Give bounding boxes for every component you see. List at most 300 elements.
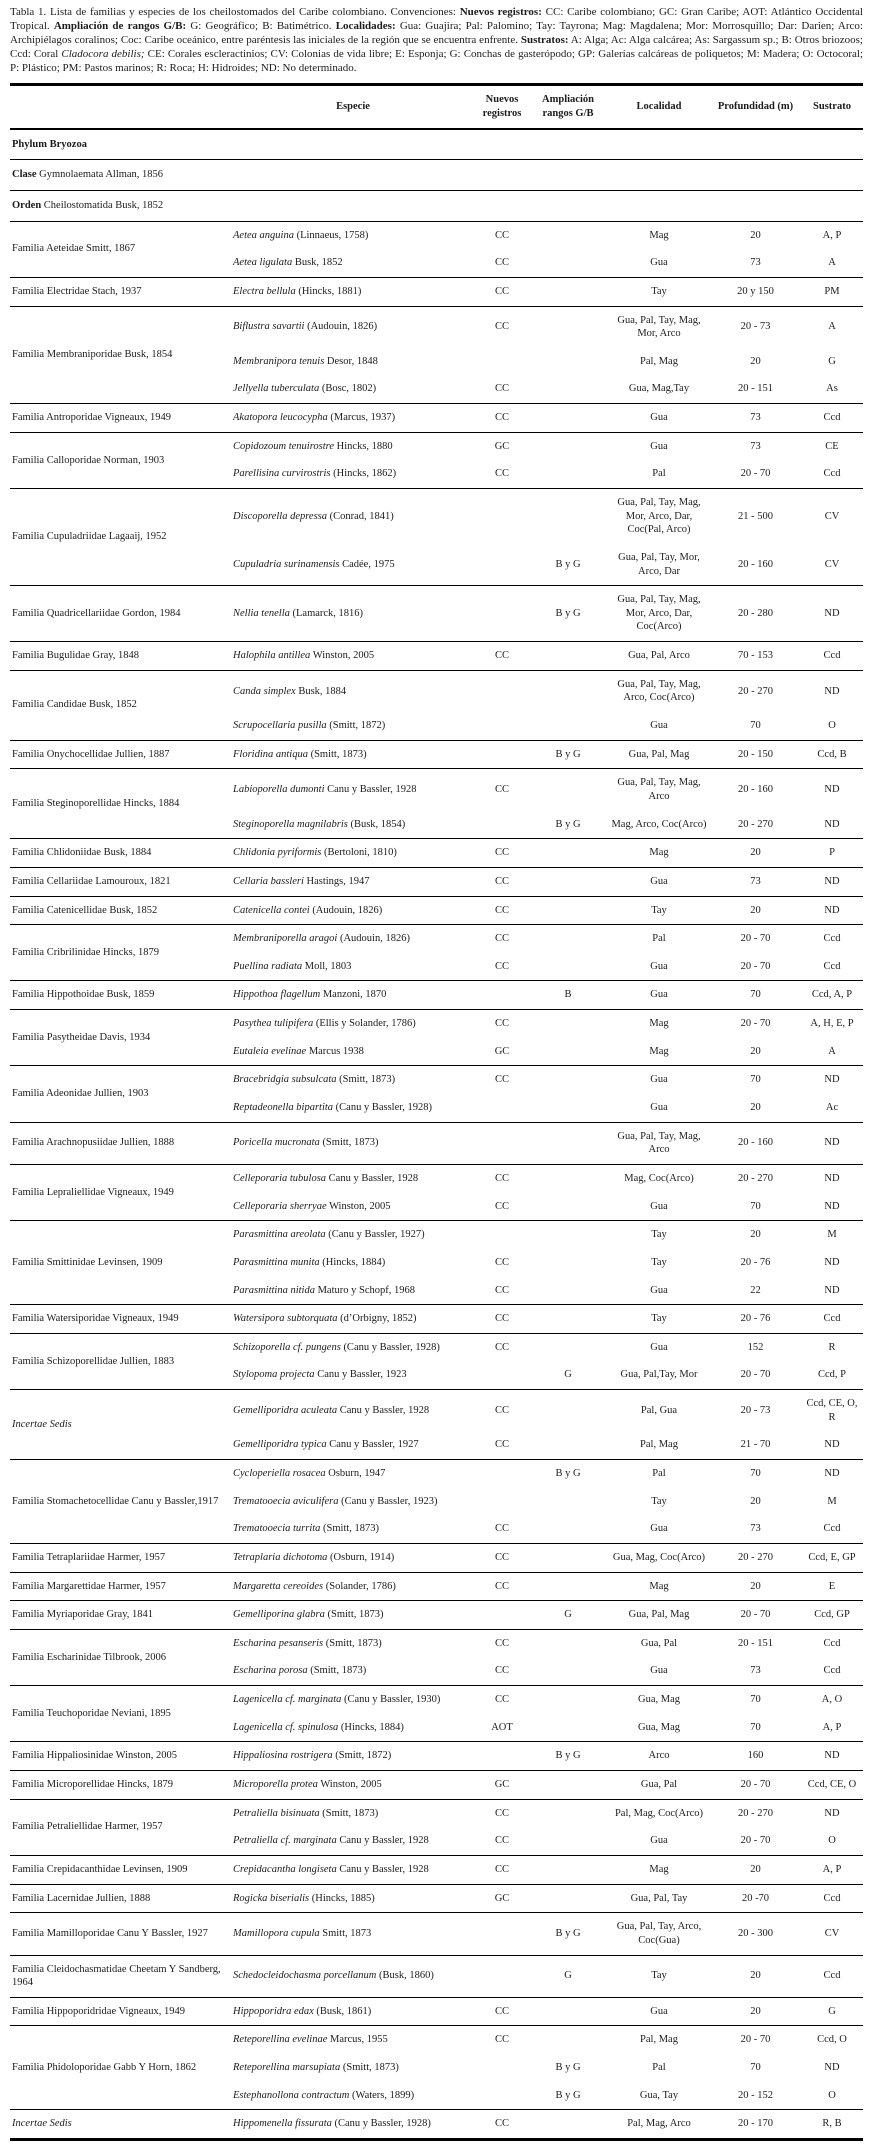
column-header-family-empty [10, 85, 230, 129]
species-authority: (Smitt, 1873) [310, 748, 367, 760]
family-cell: Familia Hippaliosinidae Winston, 2005 [10, 1742, 230, 1771]
species-authority: Canu y Bassler, 1927 [329, 1439, 419, 1451]
range-extension-cell [528, 1827, 608, 1855]
species-row [10, 1066, 863, 1094]
family-cell: Familia Lepraliellidae Vigneaux, 1949 [10, 1164, 230, 1220]
locality-cell: Gua [608, 432, 710, 460]
depth-cell: 20 - 70 [740, 1369, 771, 1381]
species-cell [230, 2026, 476, 2054]
species-cell [230, 249, 476, 277]
section-segment: Orden [12, 199, 42, 211]
species-row [10, 221, 863, 249]
species-cell [230, 670, 476, 712]
family-cell: Familia Margarettidae Harmer, 1957 [10, 1572, 230, 1601]
new-record-cell: CC [494, 1665, 509, 1677]
family-cell: Familia Microporellidae Hincks, 1879 [10, 1771, 230, 1800]
species-cell [230, 769, 476, 811]
locality-cell: Gua, Tay [639, 2089, 679, 2101]
species-cell [230, 1827, 476, 1855]
species-name: Hippaliosina rostrigera [233, 1750, 333, 1762]
species-cell [230, 1122, 476, 1164]
species-name: Hippothoa flagellum [233, 989, 321, 1001]
species-row [10, 2110, 863, 2140]
range-extension-cell [528, 1799, 608, 1827]
depth-cell: 20 - 70 [740, 960, 771, 972]
family-cell: Familia Arachnopusiidae Jullien, 1888 [10, 1122, 230, 1164]
species-authority: Marcus, 1955 [330, 2034, 388, 2046]
species-row [10, 1742, 863, 1771]
family-cell: Familia Hippoporidridae Vigneaux, 1949 [10, 1997, 230, 2026]
species-row [10, 642, 863, 671]
locality-cell: Gua, Pal, Tay, Mag, Arco [608, 1122, 710, 1164]
locality-cell: Gua [608, 981, 710, 1010]
family-cell: Familia Phidoloporidae Gabb Y Horn, 1862 [10, 2026, 230, 2110]
species-cell [230, 1361, 476, 1389]
species-cell [230, 1488, 476, 1516]
substrate-cell: A [801, 306, 863, 348]
substrate-cell: Ccd, GP [801, 1601, 863, 1630]
species-cell [230, 896, 476, 925]
depth-cell: 70 [750, 1200, 761, 1212]
locality-cell: Gua, Pal, Tay [608, 1884, 710, 1913]
species-authority: Canu y Bassler, 1928 [328, 1172, 419, 1184]
species-authority: (Solander, 1786) [325, 1580, 396, 1592]
species-cell [230, 1249, 476, 1277]
substrate-cell: P [801, 839, 863, 868]
depth-cell: 20 [710, 221, 801, 249]
range-extension-cell [528, 1010, 608, 1038]
range-extension-cell: B y G [528, 586, 608, 642]
species-cell [230, 489, 476, 544]
depth-cell: 73 [750, 1665, 761, 1677]
species-name: Schedocleidochasma porcellanum [233, 1970, 377, 1982]
new-record-cell [476, 1488, 528, 1516]
species-name: Floridina antiqua [233, 748, 308, 760]
depth-cell: 73 [710, 404, 801, 433]
substrate-cell: Ccd [801, 1955, 863, 1997]
locality-cell: Pal [608, 925, 710, 953]
new-record-cell [476, 712, 528, 740]
locality-cell: Pal, Mag, Arco [608, 2110, 710, 2140]
range-extension-cell [528, 1714, 608, 1742]
depth-cell: 20 - 270 [710, 1164, 801, 1192]
species-cell [230, 740, 476, 769]
family-cell: Familia Antroporidae Vigneaux, 1949 [10, 404, 230, 433]
depth-cell: 21 - 500 [710, 489, 801, 544]
new-record-cell: CC [476, 2026, 528, 2054]
range-extension-cell [528, 769, 608, 811]
locality-cell: Tay [651, 1495, 667, 1507]
new-record-cell: CC [476, 867, 528, 896]
species-authority: (Hincks, 1862) [333, 468, 397, 480]
section-segment: Phylum Bryozoa [12, 138, 87, 150]
locality-cell: Gua [608, 404, 710, 433]
species-cell [230, 221, 476, 249]
section-row [10, 190, 863, 221]
new-record-cell [476, 489, 528, 544]
range-extension-cell [528, 1855, 608, 1884]
family-cell: Incertae Sedis [10, 1390, 230, 1460]
locality-cell: Pal, Mag, Coc(Arco) [608, 1799, 710, 1827]
new-record-cell: AOT [491, 1721, 513, 1733]
locality-cell: Gua, Pal [608, 1771, 710, 1800]
new-record-cell: CC [476, 1629, 528, 1657]
depth-cell: 70 [710, 1686, 801, 1714]
new-record-cell [476, 1742, 528, 1771]
new-record-cell [476, 1913, 528, 1955]
table-caption [10, 5, 863, 75]
locality-cell: Pal [652, 468, 666, 480]
range-extension-cell [528, 1515, 608, 1543]
locality-cell: Tay [651, 1256, 667, 1268]
caption-segment: Ampliación de rangos G/B: [53, 20, 187, 33]
range-extension-cell [528, 1543, 608, 1572]
family-cell: Familia Chlidoniidae Busk, 1884 [10, 839, 230, 868]
depth-cell: 20 [750, 1045, 761, 1057]
depth-cell: 160 [710, 1742, 801, 1771]
species-name: Pasythea tulipifera [233, 1018, 314, 1030]
family-cell: Familia Escharinidae Tilbrook, 2006 [10, 1629, 230, 1685]
species-authority: (Smitt, 1873) [310, 1665, 367, 1677]
locality-cell: Gua, Pal, Tay, Mag, Mor, Arco, Dar, Coc(Arco) [608, 586, 710, 642]
substrate-cell: CE [801, 432, 863, 460]
locality-cell: Gua [650, 1523, 668, 1535]
locality-cell: Gua, Pal, Mag [608, 1601, 710, 1630]
new-record-cell: CC [476, 1572, 528, 1601]
new-record-cell: CC [494, 257, 509, 269]
substrate-cell: Ccd [801, 642, 863, 671]
range-extension-cell [528, 1771, 608, 1800]
substrate-cell: ND [824, 1439, 840, 1451]
species-row [10, 1305, 863, 1334]
caption-segment: A: Alga; Ac: Alga calcárea; As: Sargassum sp.; B: Otros briozoos; Ccd: Coral [10, 34, 863, 61]
range-extension-cell: G [528, 1601, 608, 1630]
species-name: Reptadeonella bipartita [233, 1102, 334, 1114]
column-header: Nuevos registros [476, 85, 528, 129]
substrate-cell: M [827, 1495, 837, 1507]
caption-segment: CE: Corales escleractinios; CV: Colonias de vida libre; E: Esponja; G: Conchas de gasterópodo; GP: Galerías calcáreas de poliquetos; M: Madera; O: Octocoral; P: Plástico; PM: Pastos marinos; R: Roca; H: Hidroides; ND: No determinado. [10, 48, 863, 75]
species-name: Biflustra savartii [233, 321, 305, 333]
depth-cell: 20 - 70 [710, 1601, 801, 1630]
range-extension-cell: B y G [528, 1913, 608, 1955]
new-record-cell: CC [476, 306, 528, 348]
species-cell [230, 1913, 476, 1955]
locality-cell: Gua [650, 1284, 668, 1296]
range-extension-cell: B [528, 981, 608, 1010]
substrate-cell: Ccd, A, P [801, 981, 863, 1010]
species-name: Mamillopora cupula [233, 1928, 320, 1940]
species-authority: Hincks, 1880 [336, 440, 393, 452]
new-record-cell: CC [476, 1010, 528, 1038]
locality-cell: Tay [608, 277, 710, 306]
substrate-cell: ND [801, 1164, 863, 1192]
species-authority: Winston, 2005 [312, 650, 375, 662]
species-row [10, 586, 863, 642]
species-name: Steginoporella magnilabris [233, 818, 348, 830]
species-cell [230, 1955, 476, 1997]
species-cell [230, 460, 476, 488]
range-extension-cell [528, 489, 608, 544]
depth-cell: 20 - 70 [710, 1010, 801, 1038]
species-name: Membraniporella aragoi [233, 933, 338, 945]
species-name: Gemelliporidra typica [233, 1439, 327, 1451]
species-name: Labioporella dumonti [233, 784, 325, 796]
species-authority: (Busk, 1860) [379, 1970, 434, 1982]
section-row [10, 129, 863, 160]
range-extension-cell [528, 712, 608, 740]
new-record-cell: CC [494, 960, 509, 972]
new-record-cell: CC [494, 1523, 509, 1535]
section-segment: Gymnolaemata Allman, 1856 [36, 169, 164, 181]
new-record-cell: CC [476, 925, 528, 953]
species-authority: (Bosc, 1802) [321, 383, 377, 395]
range-extension-cell [528, 221, 608, 249]
species-cell [230, 348, 476, 376]
substrate-cell: Ccd [823, 960, 841, 972]
new-record-cell: GC [476, 1884, 528, 1913]
species-authority: (Smitt, 1873) [323, 1523, 380, 1535]
locality-cell: Gua, Mag, Coc(Arco) [608, 1543, 710, 1572]
new-record-cell: CC [476, 1164, 528, 1192]
locality-cell: Pal, Mag [608, 2026, 710, 2054]
family-cell: Familia Tetraplariidae Harmer, 1957 [10, 1543, 230, 1572]
family-cell: Familia Aeteidae Smitt, 1867 [10, 221, 230, 277]
section-label [10, 160, 863, 191]
locality-cell: Gua, Pal, Mag [608, 740, 710, 769]
range-extension-cell: B y G [528, 740, 608, 769]
range-extension-cell [528, 1066, 608, 1094]
new-record-cell [476, 981, 528, 1010]
new-record-cell: CC [476, 1333, 528, 1361]
species-name: Nellia tenella [233, 607, 290, 619]
range-extension-cell [528, 1333, 608, 1361]
family-cell: Familia Adeonidae Jullien, 1903 [10, 1066, 230, 1122]
depth-cell: 20 - 270 [738, 818, 773, 830]
species-name: Microporella protea [233, 1779, 318, 1791]
species-authority: Cadée, 1975 [342, 558, 395, 570]
caption-segment: Gua: Guajira; Pal: Palomino; Tay: Tayrona; Mag: Magdalena; Mor: Morrosquillo; Dar: Darien; Arco: Archipiélagos coralinos; Coc: Caribe oceánico, entre paréntesis las iniciales de la región que se encuentra enfrente. [10, 20, 863, 47]
section-segment: Clase [12, 169, 37, 181]
species-name: Watersipora subtorquata [233, 1313, 338, 1325]
new-record-cell: CC [476, 2110, 528, 2140]
species-name: Estephanollona contractum [233, 2089, 350, 2101]
locality-cell: Pal, Gua [608, 1390, 710, 1432]
species-name: Parellisina curvirostris [233, 468, 331, 480]
depth-cell: 73 [750, 1523, 761, 1535]
species-row [10, 1799, 863, 1827]
substrate-cell: O [828, 720, 836, 732]
species-row [10, 404, 863, 433]
new-record-cell [476, 1221, 528, 1249]
range-extension-cell [528, 1122, 608, 1164]
species-row [10, 277, 863, 306]
caption-segment: CC: Caribe colombiano; GC: Gran Caribe; AOT: Atlántico Occidental Tropical. [10, 6, 863, 33]
species-row [10, 1955, 863, 1997]
substrate-cell: ND [824, 818, 840, 830]
species-cell [230, 1221, 476, 1249]
species-cell [230, 953, 476, 981]
range-extension-cell [528, 375, 608, 403]
species-name: Copidozoum tenuirostre [233, 440, 335, 452]
new-record-cell: CC [494, 1439, 509, 1451]
species-authority: (Canu y Bassler, 1928) [343, 1341, 440, 1353]
species-row [10, 740, 863, 769]
range-extension-cell: B y G [555, 2089, 581, 2101]
new-record-cell: GC [476, 432, 528, 460]
species-row [10, 925, 863, 953]
new-record-cell: CC [494, 1256, 509, 1268]
species-name: Gemelliporidra aculeata [233, 1404, 338, 1416]
species-cell [230, 1390, 476, 1432]
substrate-cell: ND [801, 670, 863, 712]
species-cell [230, 1543, 476, 1572]
range-extension-cell: B y G [555, 818, 581, 830]
depth-cell: 73 [710, 867, 801, 896]
species-name: Membranipora tenuis [233, 355, 325, 367]
species-row [10, 1601, 863, 1630]
substrate-cell: CV [801, 489, 863, 544]
range-extension-cell [528, 925, 608, 953]
range-extension-cell [528, 1572, 608, 1601]
depth-cell: 73 [750, 257, 761, 269]
locality-cell: Pal [608, 1459, 710, 1487]
depth-cell: 70 [710, 1066, 801, 1094]
new-record-cell: CC [476, 1686, 528, 1714]
species-authority: Desor, 1848 [326, 355, 378, 367]
depth-cell: 73 [710, 432, 801, 460]
species-name: Electra bellula [233, 285, 296, 297]
substrate-cell: Ccd [801, 1884, 863, 1913]
substrate-cell: ND [824, 1284, 840, 1296]
depth-cell: 20 - 73 [710, 1390, 801, 1432]
species-name: Akatopora leucocypha [233, 412, 328, 424]
species-cell [230, 404, 476, 433]
species-cell [230, 1333, 476, 1361]
new-record-cell: CC [494, 383, 509, 395]
species-row [10, 1390, 863, 1432]
species-row [10, 1572, 863, 1601]
species-authority: Busk, 1852 [294, 257, 343, 269]
locality-cell: Gua [608, 1333, 710, 1361]
substrate-cell: Ccd, CE, O, R [801, 1390, 863, 1432]
family-cell: Familia Pasytheidae Davis, 1934 [10, 1010, 230, 1066]
species-cell [230, 981, 476, 1010]
substrate-cell: A [828, 257, 836, 269]
species-name: Bracebridgia subsulcata [233, 1074, 337, 1086]
species-name: Poricella mucronata [233, 1137, 320, 1149]
caption-segment: Nuevos registros: [459, 6, 542, 18]
caption-segment: G: Geográfico; B: Batimétrico. [186, 20, 336, 33]
species-name: Chlidonia pyriformis [233, 847, 322, 859]
new-record-cell: CC [494, 1835, 509, 1847]
locality-cell: Mag [649, 1045, 669, 1057]
locality-cell: Mag [608, 839, 710, 868]
depth-cell: 20 [710, 1221, 801, 1249]
species-cell [230, 811, 476, 839]
species-authority: Winston, 2005 [329, 1200, 391, 1212]
family-cell: Familia Cribrilinidae Hincks, 1879 [10, 925, 230, 981]
caption-segment: Tabla 1. Lista de familias y especies de los cheilostomados del Caribe colombiano. Convenciones: [10, 6, 460, 18]
species-authority: Canu y Bassler, 1928 [339, 1863, 429, 1875]
substrate-cell: R, B [801, 2110, 863, 2140]
species-authority: (Busk, 1861) [316, 2005, 372, 2017]
species-cell [230, 1305, 476, 1334]
species-authority: (Marcus, 1937) [330, 412, 396, 424]
range-extension-cell [528, 1657, 608, 1685]
species-authority: (Smitt, 1872) [329, 720, 386, 732]
depth-cell: 20 y 150 [710, 277, 801, 306]
species-row [10, 2026, 863, 2054]
species-authority: (Canu y Bassler, 1923) [341, 1495, 438, 1507]
species-name: Crepidacantha longiseta [233, 1863, 337, 1875]
range-extension-cell [528, 2110, 608, 2140]
species-name: Petraliella bisinuata [233, 1807, 320, 1819]
species-name: Escharina porosa [233, 1665, 308, 1677]
new-record-cell [476, 670, 528, 712]
substrate-cell: ND [801, 1799, 863, 1827]
depth-cell: 20 - 70 [740, 468, 771, 480]
new-record-cell: CC [476, 1997, 528, 2026]
locality-cell: Tay [608, 896, 710, 925]
locality-cell: Gua [650, 960, 668, 972]
substrate-cell: A, H, E, P [801, 1010, 863, 1038]
family-cell: Familia Teuchoporidae Neviani, 1895 [10, 1686, 230, 1742]
section-segment: Cheilostomatida Busk, 1852 [41, 199, 164, 211]
family-cell: Familia Bugulidae Gray, 1848 [10, 642, 230, 671]
depth-cell: 20 - 160 [710, 769, 801, 811]
species-name: Hippomenella fissurata [233, 2118, 332, 2130]
species-authority: (Audouin, 1826) [312, 904, 383, 916]
species-authority: Marcus 1938 [308, 1045, 364, 1057]
column-header: Sustrato [801, 85, 863, 129]
species-name: Scrupocellaria pusilla [233, 720, 327, 732]
substrate-cell: PM [801, 277, 863, 306]
range-extension-cell [528, 249, 608, 277]
new-record-cell [476, 1361, 528, 1389]
substrate-cell: ND [801, 1122, 863, 1164]
new-record-cell: CC [476, 221, 528, 249]
range-extension-cell [528, 277, 608, 306]
range-extension-cell: B y G [528, 1742, 608, 1771]
substrate-cell: O [828, 2089, 836, 2101]
species-name: Stylopoma projecta [233, 1369, 315, 1381]
species-row [10, 1997, 863, 2026]
locality-cell: Mag, Arco, Coc(Arco) [611, 818, 707, 830]
substrate-cell: Ccd [801, 925, 863, 953]
new-record-cell: CC [476, 1390, 528, 1432]
depth-cell: 20 [750, 1102, 761, 1114]
locality-cell: Gua, Mag [638, 1721, 680, 1733]
depth-cell: 21 - 70 [740, 1439, 771, 1451]
substrate-cell: Ccd, P [817, 1369, 846, 1381]
family-cell: Familia Quadricellariidae Gordon, 1984 [10, 586, 230, 642]
substrate-cell: A, P [801, 221, 863, 249]
range-extension-cell [528, 1686, 608, 1714]
locality-cell: Pal [652, 2062, 666, 2074]
species-cell [230, 375, 476, 403]
species-cell [230, 432, 476, 460]
substrate-cell: ND [801, 1066, 863, 1094]
caption-segment: Cladocora debilis; [61, 48, 145, 61]
locality-cell: Gua, Pal, Arco [608, 642, 710, 671]
range-extension-cell [528, 1305, 608, 1334]
species-authority: Canu y Bassler, 1923 [317, 1369, 407, 1381]
substrate-cell: ND [801, 867, 863, 896]
range-extension-cell [528, 348, 608, 376]
species-authority: Hastings, 1947 [306, 875, 370, 887]
range-extension-cell [528, 1390, 608, 1432]
species-authority: (Ellis y Solander, 1786) [315, 1018, 416, 1030]
